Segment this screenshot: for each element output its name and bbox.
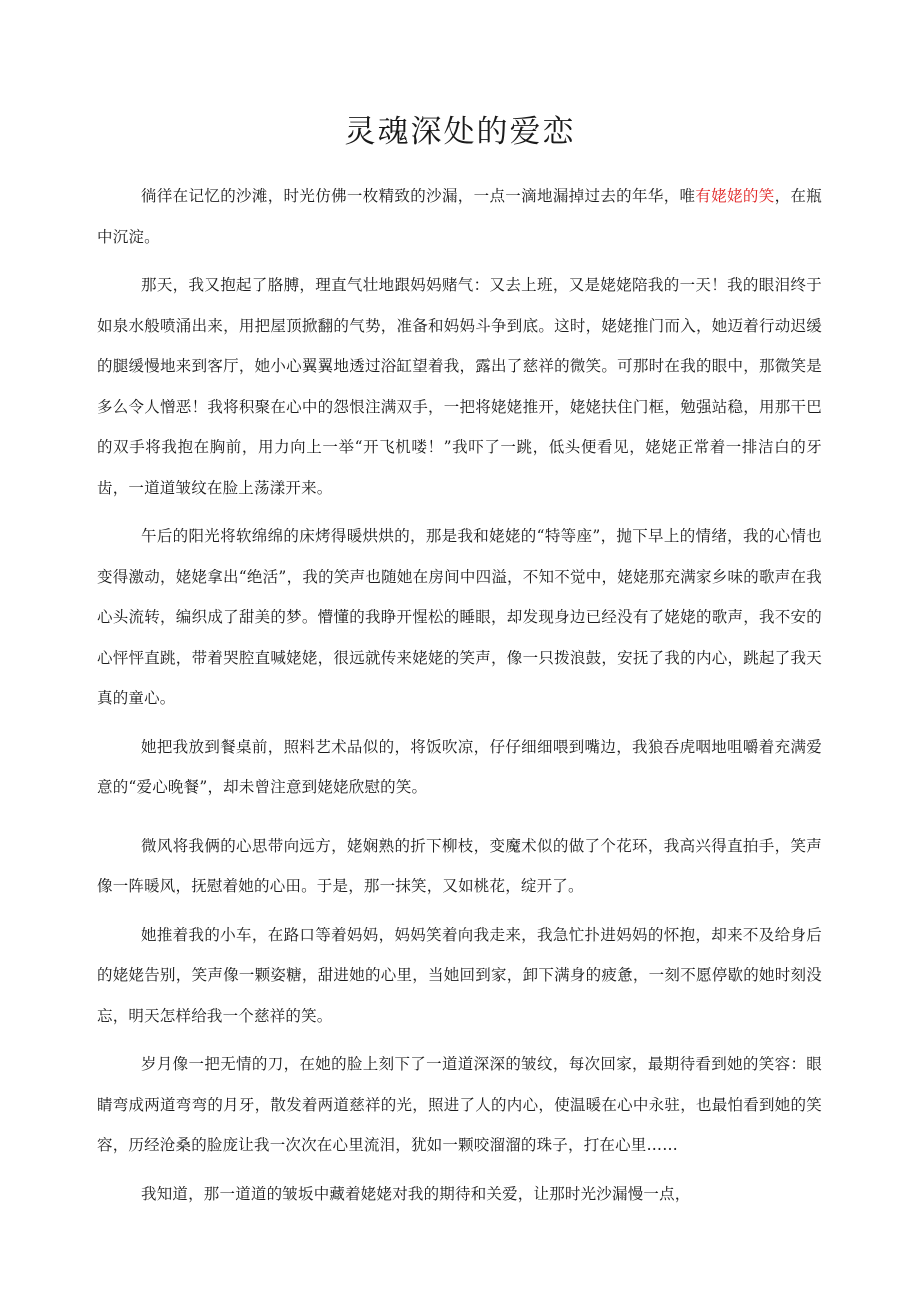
paragraph-2: 那天，我又抱起了胳膊，理直气壮地跟妈妈赌气：又去上班，又是姥姥陪我的一天！我的眼泪终于如泉水般喷涌出来，用把屋顶掀翻的气势，准备和妈妈斗争到底。这时，姥姥推门而入，她迈着行动迟缓的腿缓慢地来到客厅，她小心翼翼地透过浴缸望着我，露出了慈祥的微笑。可那时在我的眼中，那微笑是多么令人憎恶！我将积聚在心中的怨恨注满双手，一把将姥姥推开，姥姥扶住门框，勉强站稳，用那干巴的双手将我抱在胸前，用力向上一举“开飞机喽！”我吓了一跳，低头便看见，姥姥正常着一排洁白的牙齿，一道道皱纹在脸上荡漾开来。	[97, 276, 822, 497]
paragraph-1-text: 徜徉在记忆的沙滩，时光仿佛一枚精致的沙漏，一点一滴地漏掉过去的年华，唯	[141, 187, 696, 205]
document-body	[97, 176, 822, 1222]
paragraph-7: 岁月像一把无情的刀，在她的脸上刻下了一道道深深的皱纹，每次回家，最期待看到她的笑容：眼睛弯成两道弯弯的月牙，散发着两道慈祥的光，照进了人的内心，使温暖在心中永驻，也最怕看到她的笑容，历经沧桑的脸庞让我一次次在心里流泪，犹如一颗咬溜溜的珠子，打在心里……	[97, 1055, 822, 1154]
paragraph-3: 午后的阳光将软绵绵的床烤得暖烘烘的，那是我和姥姥的“特等座”，抛下早上的情绪，我的心情也变得激动，姥姥拿出“绝活”，我的笑声也随她在房间中四溢，不知不觉中，姥姥那充满家乡味的歌声在我心头流转，编织成了甜美的梦。懵懂的我睁开惺松的睡眼，却发现身边已经没有了姥姥的歌声，我不安的心怦怦直跳，带着哭腔直喊姥姥，很远就传来姥姥的笑声，像一只拨浪鼓，安抚了我的内心，跳起了我天真的童心。	[97, 527, 822, 707]
paragraph-5: 微风将我俩的心思带向远方，姥娴熟的折下柳枝，变魔术似的做了个花环，我高兴得直拍手，笑声像一阵暖风，抚慰着她的心田。于是，那一抹笑，又如桃花，绽开了。	[97, 836, 822, 895]
document-title: 灵魂深处的爱恋	[344, 114, 576, 150]
paragraph-1-tail: ，在瓶中沉淀。	[97, 187, 822, 246]
paragraph-6: 她推着我的小车，在路口等着妈妈，妈妈笑着向我走来，我急忙扑进妈妈的怀抱，却来不及给身后的姥姥告别，笑声像一颗姿糖，甜进她的心里，当她回到家，卸下满身的疲惫，一刻不愿停歇的她时刻没忘，明天怎样给我一个慈祥的笑。	[97, 925, 822, 1025]
paragraph-1	[97, 176, 822, 257]
paragraph-8: 我知道，那一道道的皱坂中藏着姥姥对我的期待和关爱，让那时光沙漏慢一点，	[141, 1184, 691, 1203]
highlighted-phrase: 有姥姥的笑	[695, 187, 775, 205]
paragraph-4: 她把我放到餐桌前，照料艺术品似的，将饭吹凉，仔仔细细喂到嘴边，我狼吞虎咽地咀嚼着充满爱意的“爱心晚餐”，却未曾注意到姥姥欣慰的笑。	[97, 737, 822, 796]
